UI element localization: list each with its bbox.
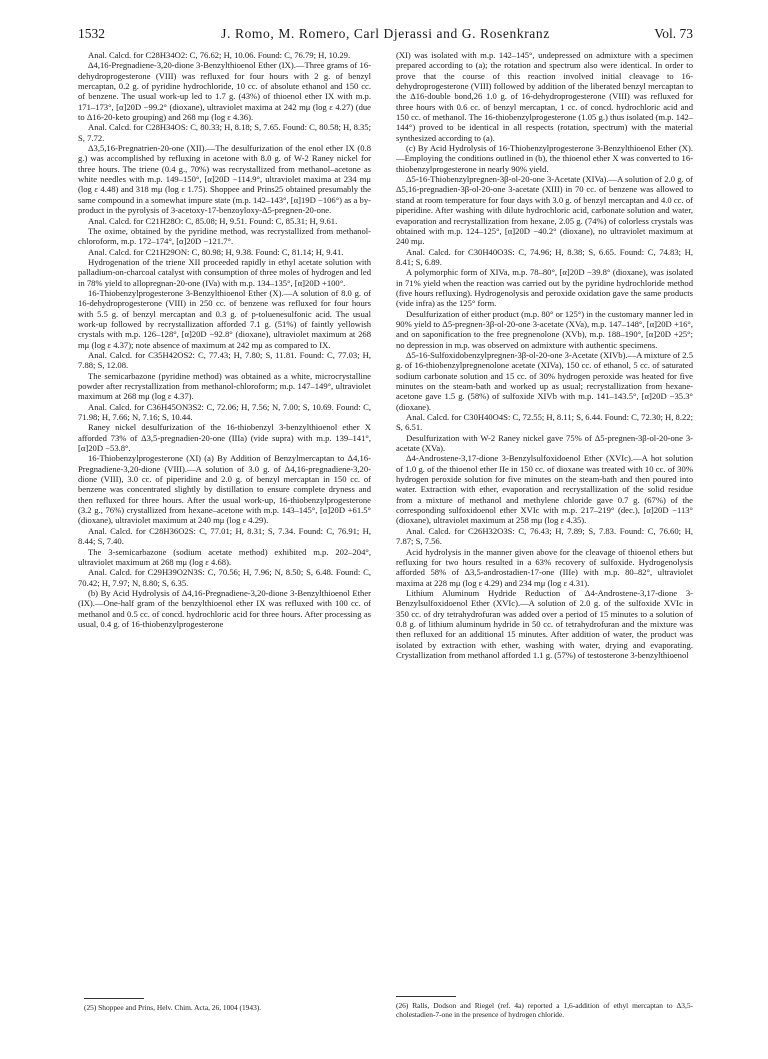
- paragraph: Anal. Calcd. for C28H34OS: C, 80.33; H, 8.18; S, 7.65. Found: C, 80.58; H, 8.35; S, 7.72.: [78, 122, 371, 143]
- paragraph: Δ3,5,16-Pregnatrien-20-one (XII).—The desulfurization of the enol ether IX (0.8 g.) was accomplished by refluxing in acetone with 8.0 g. of W-2 Raney nickel for three hours. The triene (0.4 g., 70%) was recrystallized from methanol–acetone as white needles with m.p. 149–150°, [α]20D −114.9°, ultraviolet maxima at 234 mμ (log ε 4.48) and 318 mμ (log ε 1.75). Shoppee and Prins25 obtained presumably the same compound in a somewhat impure state (m.p. 142–143°, [α]19D −106°) as a by-product in the pyrolysis of 3-acetoxy-17-benzoyloxy-Δ5-pregnen-20-one.: [78, 143, 371, 216]
- paragraph: Acid hydrolysis in the manner given above for the cleavage of thioenol ethers but refluxing for two hours resulted in a 63% recovery of sulfoxide. Hydrogenolysis afforded 58% of Δ3,5-androstadien-17-one (IIIe) with m.p. 80–82°, ultraviolet maxima at 228 mμ (log ε 4.29) and 234 mμ (log ε 4.31).: [396, 546, 693, 588]
- paragraph: Δ4,16-Pregnadiene-3,20-dione 3-Benzylthioenol Ether (IX).—Three grams of 16-dehydroprogesterone (VIII) was refluxed for four hours with 2 g. of benzyl mercaptan, 0.2 g. of pyridine hydrochloride, 10 cc. of absolute ethanol and 150 cc. of benzene. The usual work-up led to 1.7 g. (43%) of thioenol ether IX with m.p. 171–173°, [α]20D −99.2° (dioxane), ultraviolet maxima at 242 mμ (log ε 4.27) (due to Δ16-20-keto grouping) and 268 mμ (log ε 4.36).: [78, 60, 371, 123]
- paragraph: Anal. Calcd. for C21H29ON: C, 80.98; H, 9.38. Found: C, 81.14; H, 9.41.: [88, 246, 344, 257]
- paragraph: Anal. Calcd. for C28H36O2S: C, 77.01; H, 8.31; S, 7.34. Found: C, 76.91; H, 8.44; S, 7.40.: [78, 525, 371, 547]
- footnote-rule: [396, 996, 456, 997]
- paragraph: Anal. Calcd. for C28H34O2: C, 76.62; H, 10.06. Found: C, 76.79; H, 10.29.: [88, 50, 351, 60]
- footnote-rule: [84, 998, 144, 999]
- paragraph: Desulfurization of either product (m.p. 80° or 125°) in the customary manner led in 90% yield to Δ5-pregnen-3β-ol-20-one 3-acetate (XVa), m.p. 147–148°, [α]20D +16°, and on saponification to the free pregnenolone (XVb), m.p. 188–190°, [α]20D +25°; no depression in m.p. was observed on admixture with authentic specimens.: [396, 308, 693, 350]
- paragraph: (c) By Acid Hydrolysis of 16-Thiobenzylprogesterone 3-Benzylthioenol Ether (X).—Employing the conditions outlined in (b), the thioenol ether X was converted to 16-thiobenzylprogesterone in nearly 90% yield.: [396, 143, 693, 174]
- running-header: [78, 26, 693, 44]
- paragraph: Anal. Calcd. for C29H39O2N3S: C, 70.56; H, 7.96; N, 8.50; S, 6.48. Found: C, 70.42; H, 7.97; N, 8.80; S, 6.35.: [78, 567, 371, 588]
- volume-label: Vol. 73: [654, 26, 693, 41]
- paragraph: Lithium Aluminum Hydride Reduction of Δ4-Androstene-3,17-dione 3-Benzylsulfoxidoenol Ether (XVIc).—A solution of 2.0 g. of the sulfoxide XVIc in 350 cc. of dry tetrahydrofuran was added over a period of 15 minutes to a solution of 0.8 g. of lithium aluminum hydride in 50 cc. of tetrahydrofuran and the mixture was then refluxed for an additional 15 minutes. After addition of water, the product was isolated by extraction with ether, washing with water, drying and evaporating. Crystallization from methanol afforded 1.1 g. (57%) of testosterone 3-benzylthioenol: [396, 587, 693, 660]
- footnote-25: (25) Shoppee and Prins, Helv. Chim. Acta, 26, 1004 (1943).: [84, 1003, 262, 1012]
- paragraph: Δ5-16-Thiobenzylpregnen-3β-ol-20-one 3-Acetate (XIVa).—A solution of 2.0 g. of Δ5,16-pregnadien-3β-ol-20-one 3-acetate (XIII) in 70 cc. of benzene was allowed to stand at room temperature for four days with 3.0 g. of benzyl mercaptan and 4.0 cc. of piperidine. After washing with dilute hydrochloric acid, carbonate solution and water, evaporation and recrystallization from hexane, 2.05 g. (74%) of colorless crystals was obtained with m.p. 124–125°, [α]20D −40.2° (dioxane), no ultraviolet maximum at 240 mμ.: [396, 174, 693, 247]
- page-number: 1532: [78, 26, 105, 41]
- paragraph: Δ4-Androstene-3,17-dione 3-Benzylsulfoxidoenol Ether (XVIc).—A hot solution of 1.0 g. of the thioenol ether IIe in 150 cc. of dioxane was treated with 10 cc. of 30% hydrogen peroxide solution for five minutes on the steam-bath and then poured into water. Extraction with ether, evaporation and recrystallization of the solid residue from a mixture of methanol and methylene chloride gave 0.7 g. (67%) of the corresponding sulfoxidoenol ether XVIc with m.p. 217–219° (dec.), [α]20D −113° (dioxane), ultraviolet maximum at 258 mμ (log ε 4.35).: [396, 453, 693, 526]
- paragraph: A polymorphic form of XIVa, m.p. 78–80°, [α]20D −39.8° (dioxane), was isolated in 71% yield when the reaction was carried out by the pyridine hydrochloride method (five hours refluxing). Hydrogenolysis and peroxide oxidation gave the same products (vide infra) as the 125° form.: [396, 267, 693, 309]
- paragraph: Anal. Calcd. for C36H45ON3S2: C, 72.06; H, 7.56; N, 7.00; S, 10.69. Found: C, 71.98; H, 7.66; N, 7.16; S, 10.44.: [78, 401, 371, 423]
- paragraph: 16-Thiobenzylprogesterone (XI) (a) By Addition of Benzylmercaptan to Δ4,16-Pregnadiene-3,20-dione (VIII).—A solution of 3.0 g. of Δ4,16-pregnadiene-3,20-dione (VIII), 3.0 cc. of piperidine and 2.0 g. of benzyl mercaptan in 150 cc. of benzene was concentrated slightly by distillation to ensure complete dryness and then refluxed for three hours. After the usual work-up, 16-thiobenzylprogesterone (3.2 g., 76%) crystallized from hexane–acetone with m.p. 143–145°, [α]20D +61.5° (dioxane), ultraviolet maximum at 240 mμ (log ε 4.29).: [78, 453, 371, 526]
- paragraph: Δ5-16-Sulfoxidobenzylpregnen-3β-ol-20-one 3-Acetate (XIVb).—A mixture of 2.5 g. of 16-thiobenzylpregnenolone acetate (XIVa), 150 cc. of ethanol, 5 cc. of saturated sodium carbonate solution and 15 cc. of 30% hydrogen peroxide was heated for five minutes on the steam-bath and worked up as usual; recrystallization from hexane-acetone gave 1.5 g. (58%) of sulfoxide XIVb with m.p. 141–143.5°, [α]20D −35.3° (dioxane).: [396, 349, 693, 412]
- paragraph: Anal. Calcd. for C21H28O: C, 85.08; H, 9.51. Found: C, 85.31; H, 9.61.: [88, 215, 338, 226]
- paragraph: (XI) was isolated with m.p. 142–145°, undepressed on admixture with a specimen prepared according to (a); the rotation and spectrum also were identical. In order to prove that the course of this reaction involved initial cleavage to 16-dehydroprogesterone (VIII) followed by addition of the liberated benzyl mercaptan to the Δ16-double bond,26 1.0 g. of 16-dehydroprogesterone (VIII) was refluxed for three hours with 0.6 cc. of benzyl mercaptan, 1 cc. of concd. hydrochloric acid and 150 cc. of methanol. The 16-thiobenzylprogesterone (1.05 g.) thus isolated (m.p. 142–144°) proved to be identical in all respects (rotation, spectrum) with the material synthesized according to (a).: [396, 50, 693, 143]
- paragraph: (b) By Acid Hydrolysis of Δ4,16-Pregnadiene-3,20-dione 3-Benzylthioenol Ether (IX).—One-half gram of the benzylthioenol ether IX was refluxed with 100 cc. of methanol and 0.5 cc. of concd. hydrochloric acid for three hours. After processing as usual, 0.4 g. of 16-thiobenzylprogesterone: [78, 587, 371, 629]
- right-column: [396, 50, 693, 660]
- paragraph: Anal. Calcd. for C30H40O4S: C, 72.55; H, 8.11; S, 6.44. Found: C, 72.30; H, 8.22; S, 6.51.: [396, 412, 693, 433]
- paragraph: Anal. Calcd. for C26H32O3S: C, 76.43; H, 7.89; S, 7.83. Found: C, 76.60; H, 7.87; S, 7.56.: [396, 525, 693, 547]
- paragraph: The oxime, obtained by the pyridine method, was recrystallized from methanol-chloroform, m.p. 172–174°, [α]20D −121.7°.: [78, 225, 371, 247]
- paragraph: Anal. Calcd. for C35H42OS2: C, 77.43; H, 7.80; S, 11.81. Found: C, 77.03; H, 7.88; S, 12.08.: [78, 349, 371, 371]
- paragraph: Raney nickel desulfurization of the 16-thiobenzyl 3-benzylthioenol ether X afforded 73% of Δ3,5-pregnadien-20-one (IIIa) (vide supra) with m.p. 139–141°, [α]20D −53.8°.: [78, 422, 371, 454]
- paragraph: 16-Thiobenzylprogesterone 3-Benzylthioenol Ether (X).—A solution of 8.0 g. of 16-dehydroprogesterone (VIII) in 250 cc. of benzene was refluxed for four hours with 5.5 g. of benzyl mercaptan and 0.3 g. of p-toluenesulfonic acid. The usual work-up followed by recrystallization afforded 7.1 g. (51%) of faintly yellowish crystals with m.p. 126–128°, [α]20D −92.8° (dioxane), ultraviolet maximum at 268 mμ (log ε 4.37); note absence of maximum at 242 mμ as compared to IX.: [78, 287, 371, 350]
- footnote-26: (26) Ralls, Dodson and Riegel (ref. 4a) reported a 1,6-addition of ethyl mercaptan to Δ3,5-cholestadien-7-one in the presence of hydrogen chloride.: [396, 1001, 693, 1020]
- running-title-authors: J. Romo, M. Romero, Carl Djerassi and G. Rosenkranz: [221, 26, 550, 41]
- paragraph: Desulfurization with W-2 Raney nickel gave 75% of Δ5-pregnen-3β-ol-20-one 3-acetate (XVa).: [396, 432, 693, 454]
- paragraph: The semicarbazone (pyridine method) was obtained as a white, microcrystalline powder after recrystallization from methanol-chloroform; m.p. 147–149°, ultraviolet maximum at 268 mμ (log ε 4.37).: [78, 370, 371, 402]
- paragraph: Anal. Calcd. for C30H40O3S: C, 74.96; H, 8.38; S, 6.65. Found: C, 74.83; H, 8.41; S, 6.89.: [396, 246, 693, 267]
- paragraph: The 3-semicarbazone (sodium acetate method) exhibited m.p. 202–204°, ultraviolet maximum at 268 mμ (log ε 4.68).: [78, 546, 371, 567]
- left-column: [78, 50, 371, 629]
- paragraph: Hydrogenation of the triene XII proceeded rapidly in ethyl acetate solution with palladium-on-charcoal catalyst with consumption of three moles of hydrogen and led in 78% yield to allopregnan-20-one (IVa) with m.p. 134–135°, [α]20D +100°.: [78, 256, 371, 288]
